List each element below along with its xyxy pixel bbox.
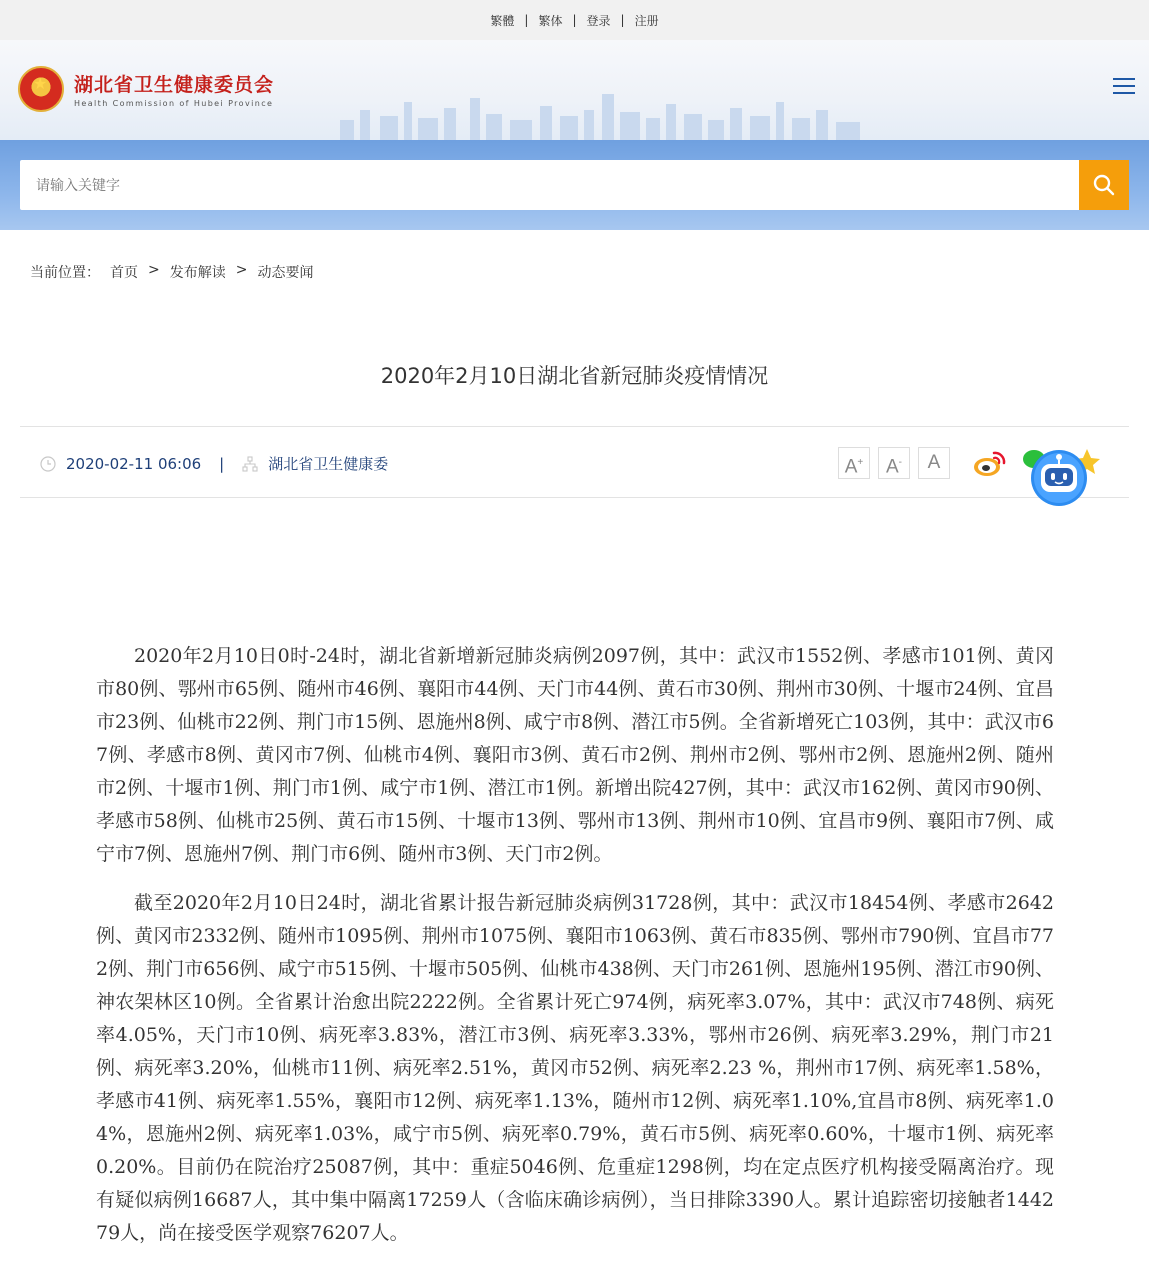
org-name-en: Health Commission of Hubei Province: [74, 99, 274, 108]
separator: |: [572, 13, 577, 27]
article-paragraph: 2020年2月10日0时-24时，湖北省新增新冠肺炎病例2097例，其中：武汉市1552例、孝感市101例、黄冈市80例、鄂州市65例、随州市46例、襄阳市44例、天门市44例、黄石市30例、荆州市30例、十堰市24例、宜昌市23例、仙桃市22例、荆门市15例、恩施州8例、咸宁市8例、潜江市5例。全省新增死亡103例，其中：武汉市67例、孝感市8例、黄冈市7例、仙桃市4例、襄阳市3例、黄石市2例、荆州市2例、鄂州市2例、恩施州2例、随州市2例、十堰市1例、荆门市1例、咸宁市1例、潜江市1例。新增出院427例，其中：武汉市162例、黄冈市90例、孝感市58例、仙桃市25例、黄石市15例、十堰市13例、鄂州市13例、荆州市10例、宜昌市9例、襄阳市7例、咸宁市7例、恩施州7例、荆门市6例、随州市3例、天门市2例。: [96, 645, 1054, 865]
font-increase-button[interactable]: A+: [838, 447, 870, 479]
breadcrumb: [30, 262, 323, 282]
article-meta-bar: [20, 426, 1129, 498]
article-title: 2020年2月10日湖北省新冠肺炎疫情情况: [380, 364, 769, 388]
assistant-robot-icon[interactable]: [1030, 448, 1088, 508]
weibo-icon[interactable]: [972, 447, 1008, 479]
source-org-icon: [242, 456, 258, 472]
top-utility-bar: [0, 0, 1149, 40]
city-skyline-decoration: [320, 90, 880, 140]
article-paragraph: 截至2020年2月10日24时，湖北省累计报告新冠肺炎病例31728例，其中：武汉市18454例、孝感市2642例、黄冈市2332例、随州市1095例、荆州市1075例、襄阳市1063例、黄石市835例、鄂州市790例、宜昌市772例、荆门市656例、咸宁市515例、十堰市505例、仙桃市438例、天门市261例、恩施州195例、潜江市90例、神农架林区10例。全省累计治愈出院2222例。全省累计死亡974例，病死率3.07%，其中：武汉市748例、病死率4.05%，天门市10例、病死率3.83%，潜江市3例、病死率3.33%，鄂州市26例、病死率3.29%，荆门市21例、病死率3.20%，仙桃市11例、病死率2.51%，黄冈市52例、病死率2.23 %，荆州市17例、病死率1.58%，孝感市41例、病死率1.55%，襄阳市12例、病死率1.13%，随州市12例、病死率1.10%,宜昌市8例、病死率1.04%，恩施州2例、病死率1.03%，咸宁市5例、病死率0.79%，黄石市5例、病死率0.60%，十堰市1例、病死率0.20%。目前仍在院治疗25087例，其中：重症5046例、危重症1298例，均在定点医疗机构接受隔离治疗。现有疑似病例16687人，其中集中隔离17259人（含临床确诊病例），当日排除3390人。累计追踪密切接触者144279人，尚在接受医学观察76207人。: [96, 892, 1054, 1244]
clock-icon: [40, 456, 56, 472]
article-body: [96, 640, 1054, 1266]
search-button[interactable]: [1079, 160, 1129, 210]
breadcrumb-news[interactable]: 动态要闻: [257, 265, 314, 281]
separator: |: [219, 454, 225, 473]
publish-date: 2020-02-11 06:06: [66, 454, 202, 473]
search-band: [0, 140, 1149, 230]
article-source: 湖北省卫生健康委: [268, 455, 389, 473]
breadcrumb-separator: >: [148, 262, 160, 278]
traditional-chinese-link[interactable]: 繁體: [490, 13, 515, 28]
font-reset-button[interactable]: A: [918, 447, 950, 479]
breadcrumb-home[interactable]: 首页: [110, 265, 138, 281]
separator: |: [620, 13, 625, 27]
register-link[interactable]: 注册: [634, 13, 659, 28]
org-name-cn: 湖北省卫生健康委员会: [74, 74, 275, 96]
login-link[interactable]: 登录: [586, 13, 611, 28]
breadcrumb-separator: >: [235, 262, 248, 278]
national-emblem-icon: [18, 66, 64, 112]
breadcrumb-release-interpretation[interactable]: 发布解读: [169, 265, 226, 281]
header-banner: [0, 40, 1149, 140]
search-input[interactable]: [20, 160, 1079, 210]
font-decrease-button[interactable]: A-: [878, 447, 910, 479]
breadcrumb-label: 当前位置：: [30, 265, 100, 281]
simplified-chinese-link[interactable]: 繁体: [538, 13, 563, 28]
separator: |: [524, 13, 529, 27]
site-logo[interactable]: [18, 66, 274, 112]
logo-text: [74, 70, 274, 108]
hamburger-menu-icon[interactable]: [1113, 78, 1135, 94]
article-meta: [40, 453, 388, 474]
search-icon: [1092, 173, 1116, 197]
